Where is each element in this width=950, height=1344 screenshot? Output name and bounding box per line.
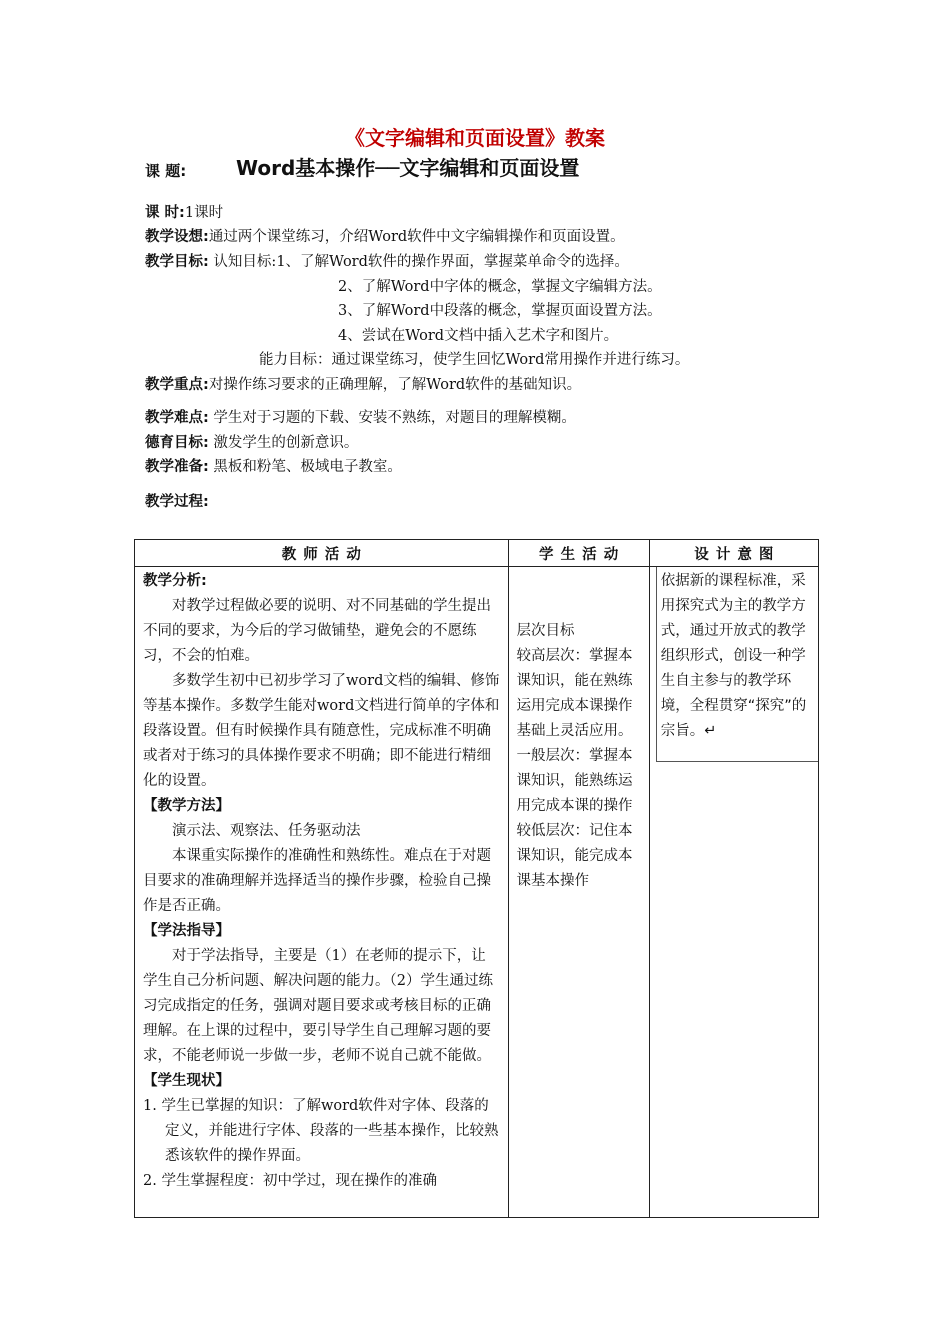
goal-item-1: 1、了解Word软件的操作界面，掌握菜单命令的选择。 xyxy=(276,254,629,270)
moral-text: 激发学生的创新意识。 xyxy=(213,435,359,451)
teacher-activity-cell xyxy=(135,567,509,1218)
status-item-1: 1. 学生已掌握的知识：了解word软件对字体、段落的定义，并能进行字体、段落的一些基本操作，比较熟悉该软件的操作界面。 xyxy=(143,1098,499,1164)
student-activity-cell xyxy=(508,567,649,1218)
difficulty-label: 教学难点: xyxy=(145,410,209,426)
method-paragraph-2: 本课重实际操作的准确性和熟练性。难点在于对题目要求的准确理解并选择适当的操作步骤，检验自己操作是否正确。 xyxy=(143,848,491,914)
moral-label: 德育目标: xyxy=(145,435,209,451)
design-label: 教学设想: xyxy=(145,229,209,245)
ability-goal: 能力目标：通过课堂练习，使学生回忆Word常用操作并进行练习。 xyxy=(259,352,690,368)
process-row xyxy=(145,492,209,512)
goals-label: 教学目标: xyxy=(145,254,209,270)
prep-text: 黑板和粉笔、极域电子教室。 xyxy=(213,459,402,475)
design-intent-cell xyxy=(649,567,818,1218)
key-point-text: 对操作练习要求的正确理解，了解Word软件的基础知识。 xyxy=(208,377,582,393)
status-heading: 【学生现状】 xyxy=(143,1073,230,1089)
cognitive-label: 认知目标: xyxy=(213,254,277,270)
header-design-intent: 设 计 意 图 xyxy=(649,540,818,567)
key-point-row xyxy=(145,375,581,395)
difficulty-row xyxy=(145,408,576,428)
design-intent-text: 依据新的课程标准，采用探究式为主的教学方式，通过开放式的教学组织形式，创设一种学生自主参与的教学环境，全程贯穿“探究”的宗旨。↵ xyxy=(656,567,818,762)
prep-row xyxy=(145,457,402,477)
method-heading: 【教学方法】 xyxy=(143,798,230,814)
table-header-row xyxy=(135,540,819,567)
level-goal-title: 层次目标 xyxy=(516,623,575,639)
guide-heading: 【学法指导】 xyxy=(143,923,230,939)
document-title: 《文字编辑和页面设置》教案 xyxy=(345,126,605,150)
level-low: 较低层次：记住本课知识，能完成本课基本操作 xyxy=(516,823,633,889)
difficulty-text: 学生对于习题的下载、安装不熟练，对题目的理解模糊。 xyxy=(213,410,576,426)
status-item-2: 2. 学生掌握程度：初中学过，现在操作的准确 xyxy=(143,1173,437,1189)
level-high: 较高层次：掌握本课知识，能在熟练运用完成本课操作基础上灵活应用。 xyxy=(516,648,633,739)
lesson-hours-row xyxy=(145,203,223,223)
prep-label: 教学准备: xyxy=(145,459,209,475)
goal-item-2: 2、了解Word中字体的概念，掌握文字编辑方法。 xyxy=(338,279,662,295)
header-teacher-activity: 教 师 活 动 xyxy=(135,540,509,567)
design-text: 通过两个课堂练习，介绍Word软件中文字编辑操作和页面设置。 xyxy=(208,229,625,245)
lesson-hours-text: 1课时 xyxy=(184,205,224,221)
guide-paragraph: 对于学法指导，主要是（1）在老师的提示下，让学生自己分析问题、解决问题的能力。（2）学生通过练习完成指定的任务，强调对题目要求或考核目标的正确理解。在上课的过程中，要引导学生自己理解习题的要求，不能老师说一步做一步，老师不说自己就不能做。 xyxy=(143,948,493,1064)
level-mid: 一般层次：掌握本课知识，能熟练运用完成本课的操作 xyxy=(516,748,633,814)
goal-item-3: 3、了解Word中段落的概念，掌握页面设置方法。 xyxy=(338,303,662,319)
goal-item-4: 4、尝试在Word文档中插入艺术字和图片。 xyxy=(338,328,619,344)
goals-row xyxy=(145,252,629,272)
method-paragraph-1: 演示法、观察法、任务驱动法 xyxy=(172,823,361,839)
key-point-label: 教学重点: xyxy=(145,377,209,393)
process-label: 教学过程: xyxy=(145,494,209,510)
subject-text: Word基本操作──文字编辑和页面设置 xyxy=(236,156,580,180)
lesson-hours-label: 课 时: xyxy=(145,205,185,221)
process-table xyxy=(134,539,819,1218)
table-row xyxy=(135,567,819,1218)
moral-row xyxy=(145,433,358,453)
header-student-activity: 学 生 活 动 xyxy=(508,540,649,567)
design-row xyxy=(145,227,625,247)
analysis-heading: 教学分析: xyxy=(143,573,207,589)
subject-label: 课 题: xyxy=(145,162,187,180)
analysis-paragraph-2: 多数学生初中已初步学习了word文档的编辑、修饰等基本操作。多数学生能对word文档进行简单的字体和段落设置。但有时候操作具有随意性，完成标准不明确或者对于练习的具体操作要求不明确；即不能进行精细化的设置。 xyxy=(143,673,500,789)
analysis-paragraph-1: 对教学过程做必要的说明、对不同基础的学生提出不同的要求，为今后的学习做铺垫，避免会的不愿练习，不会的怕难。 xyxy=(143,598,491,664)
